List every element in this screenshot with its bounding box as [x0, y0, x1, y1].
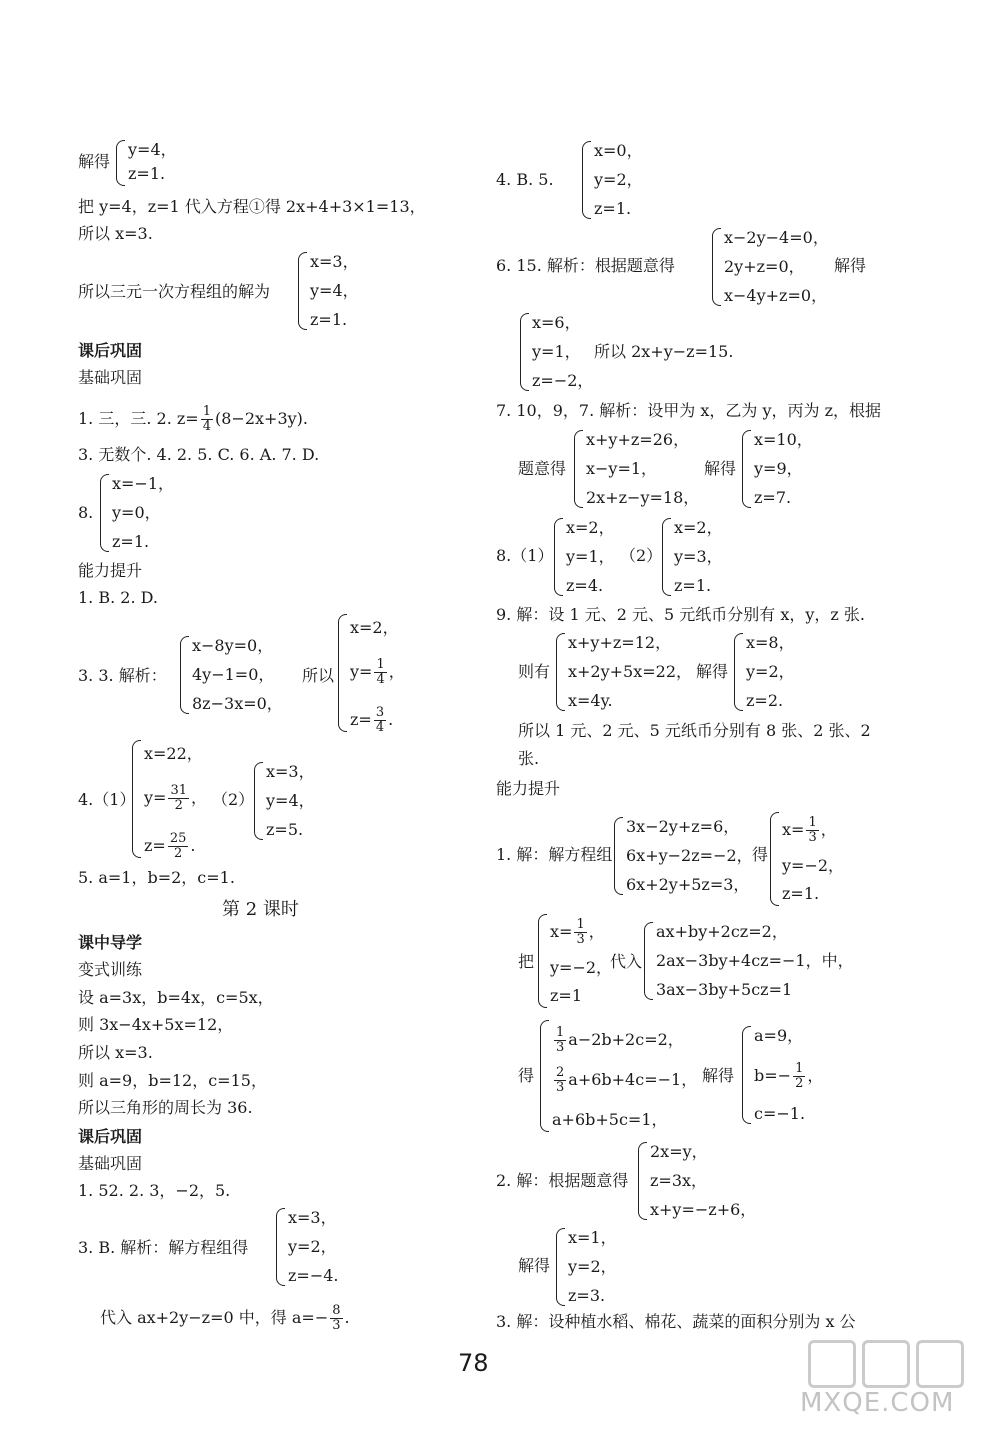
equation-system: x=3， y=2， z=−4.	[276, 1208, 356, 1286]
text-line: 所以 1 元、2 元、5 元纸币分别有 8 张、2 张、2	[518, 721, 871, 740]
text-line: 6. 15. 解析：根据题意得	[496, 256, 675, 275]
text-line: 代入 ax+2y−z=0 中，得 a=− $\frac{8}{3}$ .	[100, 1303, 350, 1333]
equation-system: $\frac{1}{3}$ a−2b+2c=2， $\frac{2}{3}$ a+6b+4c=−1， a+6b+5c=1，	[540, 1020, 710, 1132]
text-line: 张.	[518, 749, 540, 768]
text-line: 代入	[610, 952, 643, 971]
text-line: 3. 3. 解析：	[78, 666, 167, 685]
text-line: 解得	[518, 1256, 551, 1275]
text-line: 1. B. 2. D.	[78, 588, 158, 607]
text-line: （2）	[620, 546, 663, 565]
equation-system: x= $\frac{1}{3}$ ， y=−2， z=1.	[770, 812, 860, 906]
text-line: 5. a=1，b=2，c=1.	[78, 868, 235, 887]
equation-system: x=3， y=4， z=1.	[298, 252, 378, 330]
text-line: 解得	[834, 256, 867, 275]
equation-system: x=22， y= $\frac{31}{2}$ ， z= $\frac{25}{2}$ .	[132, 740, 212, 858]
text-line: 解得	[704, 459, 737, 478]
equation-system: x=2， y=1， z=4.	[554, 518, 624, 596]
equation-system: x=1， y=2， z=3.	[556, 1228, 626, 1306]
text-line: 3. 解：设种植水稻、棉花、蔬菜的面积分别为 x 公	[496, 1312, 856, 1331]
equation-system: x+y+z=26， x−y=1， 2x+z−y=18，	[574, 430, 704, 508]
text-line: 所以三角形的周长为 36.	[78, 1098, 253, 1117]
equation-system: x=8， y=2， z=2.	[734, 633, 814, 711]
equation-system: x−8y=0， 4y−1=0， 8z−3x=0，	[180, 636, 290, 714]
watermark-logo: MXQE.COM	[800, 1340, 990, 1420]
lesson-title: 第 2 课时	[222, 899, 299, 920]
equation-system: a=9， b=− $\frac{1}{2}$ ， c=−1.	[742, 1026, 832, 1124]
subsection-heading: 变式训练	[78, 960, 143, 979]
equation-system: x= $\frac{1}{3}$ ， y=−2， z=1	[538, 914, 608, 1008]
text-line: 则 a=9，b=12，c=15，	[78, 1071, 267, 1090]
text-line: 题意得	[518, 459, 567, 478]
equation-system: x+y+z=12， x+2y+5x=22， x=4y.	[556, 633, 696, 711]
equation-system: ax+by+2cz=2， 2ax−3by+4cz=−1，中， 3ax−3by+5cz=1	[644, 922, 864, 1000]
text-line: 所以 x=3.	[78, 224, 153, 243]
equation-system: x=6， y=1， z=−2，	[520, 313, 600, 391]
text-line: 1. 三，三. 2. z= $\frac{1}{4}$ (8−2x+3y).	[78, 404, 308, 434]
equation-system: x=10， y=9， z=7.	[742, 430, 822, 508]
equation-system: x−2y−4=0， 2y+z=0， x−4y+z=0，	[712, 228, 862, 306]
equation-system: 2x=y， z=3x， x+y=−z+6，	[638, 1142, 788, 1220]
text-line: 所以三元一次方程组的解为	[78, 282, 271, 301]
text-line: 解得	[78, 152, 111, 171]
text-line: 所以	[302, 666, 335, 685]
text-line: 把 y=4，z=1 代入方程①得 2x+4+3×1=13，	[78, 197, 426, 216]
equation-system: x=2， y= $\frac{1}{4}$ ， z= $\frac{3}{4}$ .	[338, 614, 418, 732]
text-line: 则 3x−4x+5x=12，	[78, 1015, 234, 1034]
section-heading: 课后巩固	[78, 1127, 143, 1146]
text-line: 3. B. 解析：解方程组得	[78, 1238, 249, 1257]
text-line: 把	[518, 952, 535, 971]
text-line: 得	[518, 1066, 535, 1085]
text-line: 解得	[696, 662, 729, 681]
page-number: 78	[458, 1349, 489, 1377]
equation-system: x=3， y=4， z=5.	[254, 762, 334, 840]
subsection-heading: 能力提升	[496, 779, 561, 798]
text-line: 得	[752, 845, 769, 864]
text-line: 所以 2x+y−z=15.	[594, 342, 734, 361]
subsection-heading: 基础巩固	[78, 368, 143, 387]
text-line: 4. B. 5.	[496, 170, 554, 189]
text-line: 1. 解：解方程组	[496, 845, 613, 864]
text-line: 则有	[518, 662, 551, 681]
equation-system: x=−1， y=0， z=1.	[100, 474, 200, 552]
section-heading: 课后巩固	[78, 341, 143, 360]
text-line: 解得	[702, 1066, 735, 1085]
equation-system: x=0， y=2， z=1.	[582, 141, 662, 219]
subsection-heading: 能力提升	[78, 561, 143, 580]
equation-system: x=2， y=3， z=1.	[662, 518, 732, 596]
text-line: 2. 解：根据题意得	[496, 1171, 629, 1190]
text-line: 8.	[78, 503, 94, 522]
equation-system: y=4， z=1.	[116, 140, 196, 186]
text-line: 所以 x=3.	[78, 1043, 153, 1062]
text-line: 1. 52. 2. 3，−2，5.	[78, 1181, 231, 1200]
text-line: 7. 10，9，7. 解析：设甲为 x，乙为 y，丙为 z，根据	[496, 401, 881, 420]
text-line: 8.（1）	[496, 546, 554, 565]
equation-system: 3x−2y+z=6， 6x+y−2z=−2， 6x+2y+5z=3，	[614, 817, 754, 895]
text-line: （2）	[212, 790, 255, 809]
section-heading: 课中导学	[78, 933, 143, 952]
text-line: 4.（1）	[78, 790, 136, 809]
text-line: 3. 无数个. 4. 2. 5. C. 6. A. 7. D.	[78, 445, 320, 464]
text-line: 9. 解：设 1 元、2 元、5 元纸币分别有 x，y，z 张.	[496, 605, 865, 624]
subsection-heading: 基础巩固	[78, 1154, 143, 1173]
text-line: 设 a=3x，b=4x，c=5x，	[78, 988, 274, 1007]
